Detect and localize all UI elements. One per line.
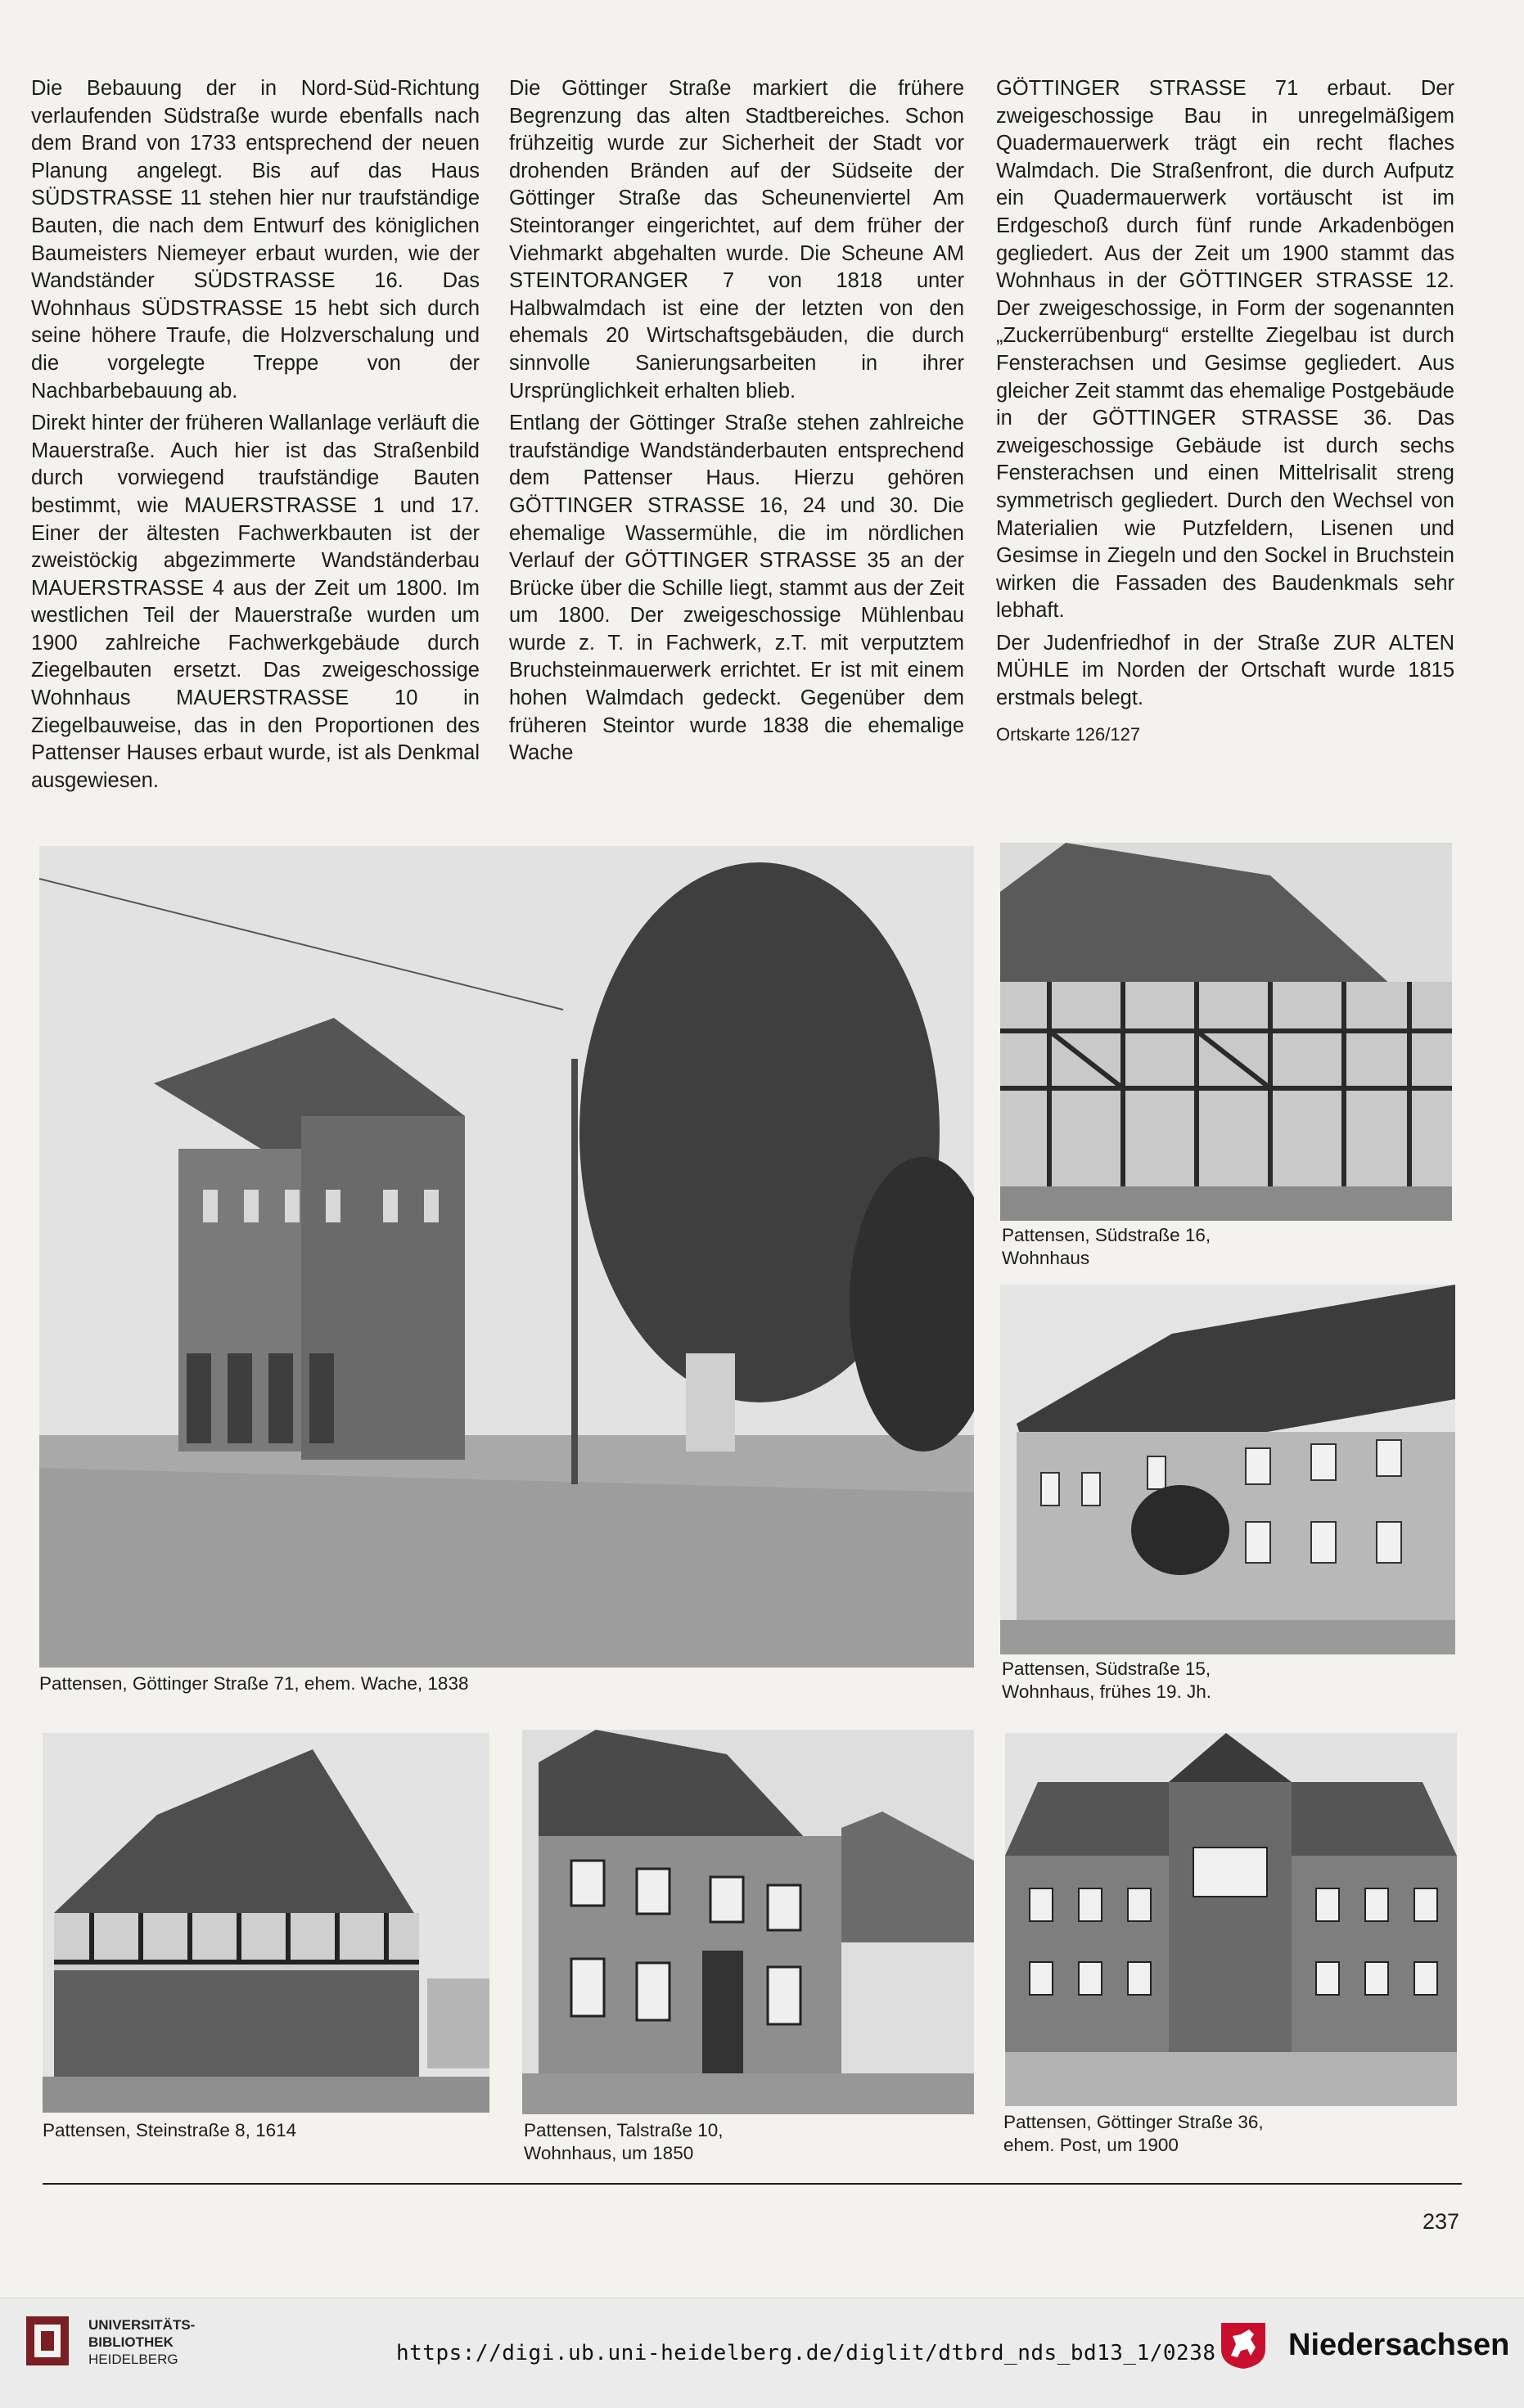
photo-wache bbox=[39, 846, 974, 1668]
university-library-name: UNIVERSITÄTS- BIBLIOTHEK HEIDELBERG bbox=[88, 2317, 196, 2367]
photo-suedstrasse-16 bbox=[1000, 843, 1452, 1221]
paragraph: Direkt hinter der früheren Wallanlage verläuft die Mauerstraße. Auch hier ist das Straßenbild durch vorwiegend traufständige Bauten bestimmt, wie MAUERSTRASSE 1 und 17. Einer der ältesten Fachwerkbauten ist der zweistöckig abgezimmerte Wandständerbau MAUERSTRASSE 4 aus der Zeit um 1800. Im westlichen Teil der Mauerstraße wurden um 1900 zahlreiche Fachwerkgebäude durch Ziegelbauten ersetzt. Das zweigeschossige Wohnhaus MAUERSTRASSE 10 in Ziegelbauweise, das in den Proportionen des Pattenser Hauses erbaut wurde, ist als Denkmal ausgewiesen. bbox=[31, 412, 480, 792]
state-name: Niedersachsen bbox=[1288, 2328, 1510, 2362]
permalink[interactable]: https://digi.ub.uni-heidelberg.de/diglit/dtbrd_nds_bd13_1/0238 bbox=[396, 2341, 1216, 2365]
text-column-3 bbox=[996, 75, 1454, 753]
photo-suedstrasse-15 bbox=[1000, 1285, 1455, 1654]
paragraph: GÖTTINGER STRASSE 71 erbaut. Der zweigeschossige Bau in unregelmäßigem Quadermauerwerk trägt ein recht flaches Walmdach. Die Straßenfront, die durch Aufputz ein Quadermauerwerk vortäuscht ist im Erdgeschoß durch fünf runde Arkadenbögen gegliedert. Aus der Zeit um 1900 stammt das Wohnhaus in der GÖTTINGER STRASSE 12. Der zweigeschossige, in Form der sogenannten „Zuckerrübenburg“ erstellte Ziegelbau ist durch Fensterachsen und Gesimse gegliedert. Aus gleicher Zeit stammt das ehemalige Postgebäude in der GÖTTINGER STRASSE 36. Das zweigeschossige Gebäude ist durch sechs Fensterachsen und einen Mittelrisalit streng symmetrisch gegliedert. Durch den Wechsel von Materialien wie Putzfeldern, Lisenen und Gesimse in Ziegeln und den Sockel in Bruchstein wirken die Fassaden des Baudenkmals sehr lebhaft. bbox=[996, 77, 1454, 623]
bottom-rule bbox=[43, 2183, 1462, 2185]
caption-suedstrasse-15: Pattensen, Südstraße 15, Wohnhaus, frühes 19. Jh. bbox=[1002, 1659, 1211, 1702]
footer-bar bbox=[0, 2298, 1524, 2408]
paragraph: Die Bebauung der in Nord-Süd-Richtung verlaufenden Südstraße wurde ebenfalls nach dem Brand von 1733 entsprechend der neuen Planung angelegt. Bis auf das Haus SÜDSTRASSE 11 stehen hier nur traufständige Bauten, die nach dem Entwurf des königlichen Baumeisters Niemeyer erbaut wurden, wie der Wandständer SÜDSTRASSE 16. Das Wohnhaus SÜDSTRASSE 15 hebt sich durch seine höhere Traufe, die Holzverschalung und die vorgelegte Treppe von der Nachbarbebauung ab. bbox=[31, 77, 480, 403]
caption-wache: Pattensen, Göttinger Straße 71, ehem. Wache, 1838 bbox=[39, 1673, 469, 1694]
photo-steinstrasse-8 bbox=[43, 1733, 489, 2113]
caption-steinstrasse-8: Pattensen, Steinstraße 8, 1614 bbox=[43, 2120, 297, 2140]
paragraph: Entlang der Göttinger Straße stehen zahlreiche traufständige Wandständerbauten entsprechend dem Pattenser Haus. Hierzu gehören GÖTTINGER STRASSE 16, 24 und 30. Die ehemalige Wassermühle, die im nördlichen Verlauf der GÖTTINGER STRASSE 35 an der Brücke über die Schille liegt, stammt aus der Zeit um 1800. Der zweigeschossige Mühlenbau wurde z. T. in Fachwerk, z.T. mit verputztem Bruchsteinmauerwerk errichtet. Er ist mit einem hohen Walmdach gedeckt. Gegenüber dem früheren Steintor wurde 1838 die ehemalige Wache bbox=[509, 412, 964, 765]
university-seal-icon bbox=[23, 2313, 72, 2369]
photo-goettinger-strasse-36 bbox=[1005, 1733, 1457, 2106]
caption-goettinger-strasse-36: Pattensen, Göttinger Straße 36, ehem. Post, um 1900 bbox=[1003, 2112, 1264, 2155]
caption-talstrasse-10: Pattensen, Talstraße 10, Wohnhaus, um 1850 bbox=[524, 2120, 724, 2163]
text-column-2 bbox=[509, 75, 964, 772]
paragraph: Der Judenfriedhof in der Straße ZUR ALTEN MÜHLE im Norden der Ortschaft wurde 1815 erstmals belegt. bbox=[996, 631, 1454, 710]
map-reference: Ortskarte 126/127 bbox=[996, 723, 1141, 745]
paragraph: Die Göttinger Straße markiert die frühere Begrenzung das alten Stadtbereiches. Schon frühzeitig wurde zur Sicherheit der Stadt vor drohenden Bränden auf der Südseite der Göttinger Straße das Scheunenviertel Am Steintoranger eingerichtet, auf dem früher der Viehmarkt abgehalten wurde. Die Scheune AM STEINTORANGER 7 von 1818 unter Halbwalmdach ist eine der letzten von den ehemals 20 Wirtschaftsgebäuden, die durch sinnvolle Sanierungsarbeiten in ihrer Ursprünglichkeit erhalten blieb. bbox=[509, 77, 964, 403]
text-column-1 bbox=[31, 75, 480, 799]
photo-talstrasse-10 bbox=[522, 1730, 974, 2114]
niedersachsen-horse-icon bbox=[1218, 2320, 1269, 2370]
caption-suedstrasse-16: Pattensen, Südstraße 16, Wohnhaus bbox=[1002, 1225, 1211, 1268]
page-number: 237 bbox=[1423, 2209, 1460, 2234]
